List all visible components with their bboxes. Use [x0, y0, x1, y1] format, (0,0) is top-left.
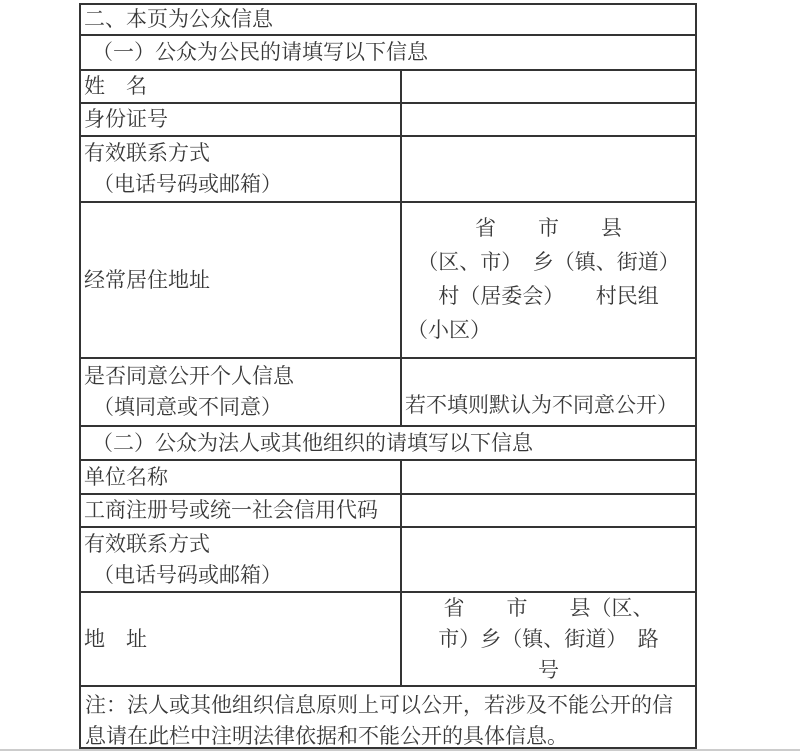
- citizen-contact-label-line2: （电话号码或邮箱）: [93, 173, 282, 196]
- residence-address-label: 经常居住地址: [81, 203, 402, 357]
- reg-number-label: 工商注册号或统一社会信用代码: [81, 495, 402, 526]
- residence-address-hint-line1: 省 市 县: [475, 217, 622, 240]
- consent-label-line1: 是否同意公开个人信息: [84, 365, 294, 388]
- consent-hint: 若不填则默认为不同意公开）: [405, 394, 678, 417]
- id-number-input-cell[interactable]: [402, 104, 695, 135]
- table-row-org-contact: [81, 528, 695, 593]
- public-info-form-table: [79, 3, 697, 749]
- org-address-hint-line3: 号: [538, 658, 559, 682]
- consent-label: [81, 359, 402, 425]
- part1-header: （一）公众为公民的请填写以下信息: [92, 41, 428, 64]
- org-contact-label-line1: 有效联系方式: [84, 532, 210, 556]
- section-title: 二、本页为公众信息: [84, 8, 273, 31]
- reg-number-input-cell[interactable]: [402, 495, 695, 526]
- table-row-org-address: [81, 593, 695, 687]
- table-row-part1-header: [81, 36, 695, 71]
- org-address-label: 地 址: [81, 593, 402, 685]
- table-row-citizen-contact: [81, 137, 695, 203]
- residence-address-hint-line2: （区、市） 乡（镇、街道）: [417, 251, 680, 274]
- consent-label-line2: （填同意或不同意）: [93, 396, 282, 419]
- page-bottom-divider: [0, 749, 800, 751]
- table-row-org-name: [81, 461, 695, 495]
- table-row-consent: [81, 359, 695, 427]
- org-name-input-cell[interactable]: [402, 461, 695, 493]
- residence-address-input-cell[interactable]: [402, 203, 695, 357]
- table-row-name: [81, 71, 695, 104]
- citizen-contact-label: [81, 137, 402, 201]
- org-address-hint-line2: 市）乡（镇、街道） 路: [438, 627, 659, 651]
- citizen-contact-input-cell[interactable]: [402, 137, 695, 201]
- table-row-residence-address: [81, 203, 695, 359]
- org-address-hint-line1: 省 市 县（区、: [443, 596, 654, 620]
- table-row-note: [81, 687, 695, 747]
- name-input-cell[interactable]: [402, 71, 695, 102]
- part2-header: （二）公众为法人或其他组织的请填写以下信息: [92, 431, 533, 455]
- residence-address-hint-line4: （小区）: [407, 319, 491, 342]
- table-row-section-title: [81, 5, 695, 36]
- note-text: 注：法人或其他组织信息原则上可以公开，若涉及不能公开的信息请在此栏中注明法律依据和不能公开的具体信息。: [85, 694, 673, 748]
- table-row-part2-header: [81, 427, 695, 461]
- org-contact-label: [81, 528, 402, 591]
- org-address-input-cell[interactable]: [402, 593, 695, 685]
- name-label: 姓 名: [81, 71, 402, 102]
- citizen-contact-label-line1: 有效联系方式: [84, 142, 210, 165]
- table-row-reg-number: [81, 495, 695, 528]
- table-row-id-number: [81, 104, 695, 137]
- org-name-label: 单位名称: [81, 461, 402, 493]
- consent-input-cell[interactable]: [402, 359, 695, 425]
- residence-address-hint-line3: 村（居委会） 村民组: [438, 285, 659, 308]
- id-number-label: 身份证号: [81, 104, 402, 135]
- org-contact-label-line2: （电话号码或邮箱）: [93, 563, 282, 587]
- org-contact-input-cell[interactable]: [402, 528, 695, 591]
